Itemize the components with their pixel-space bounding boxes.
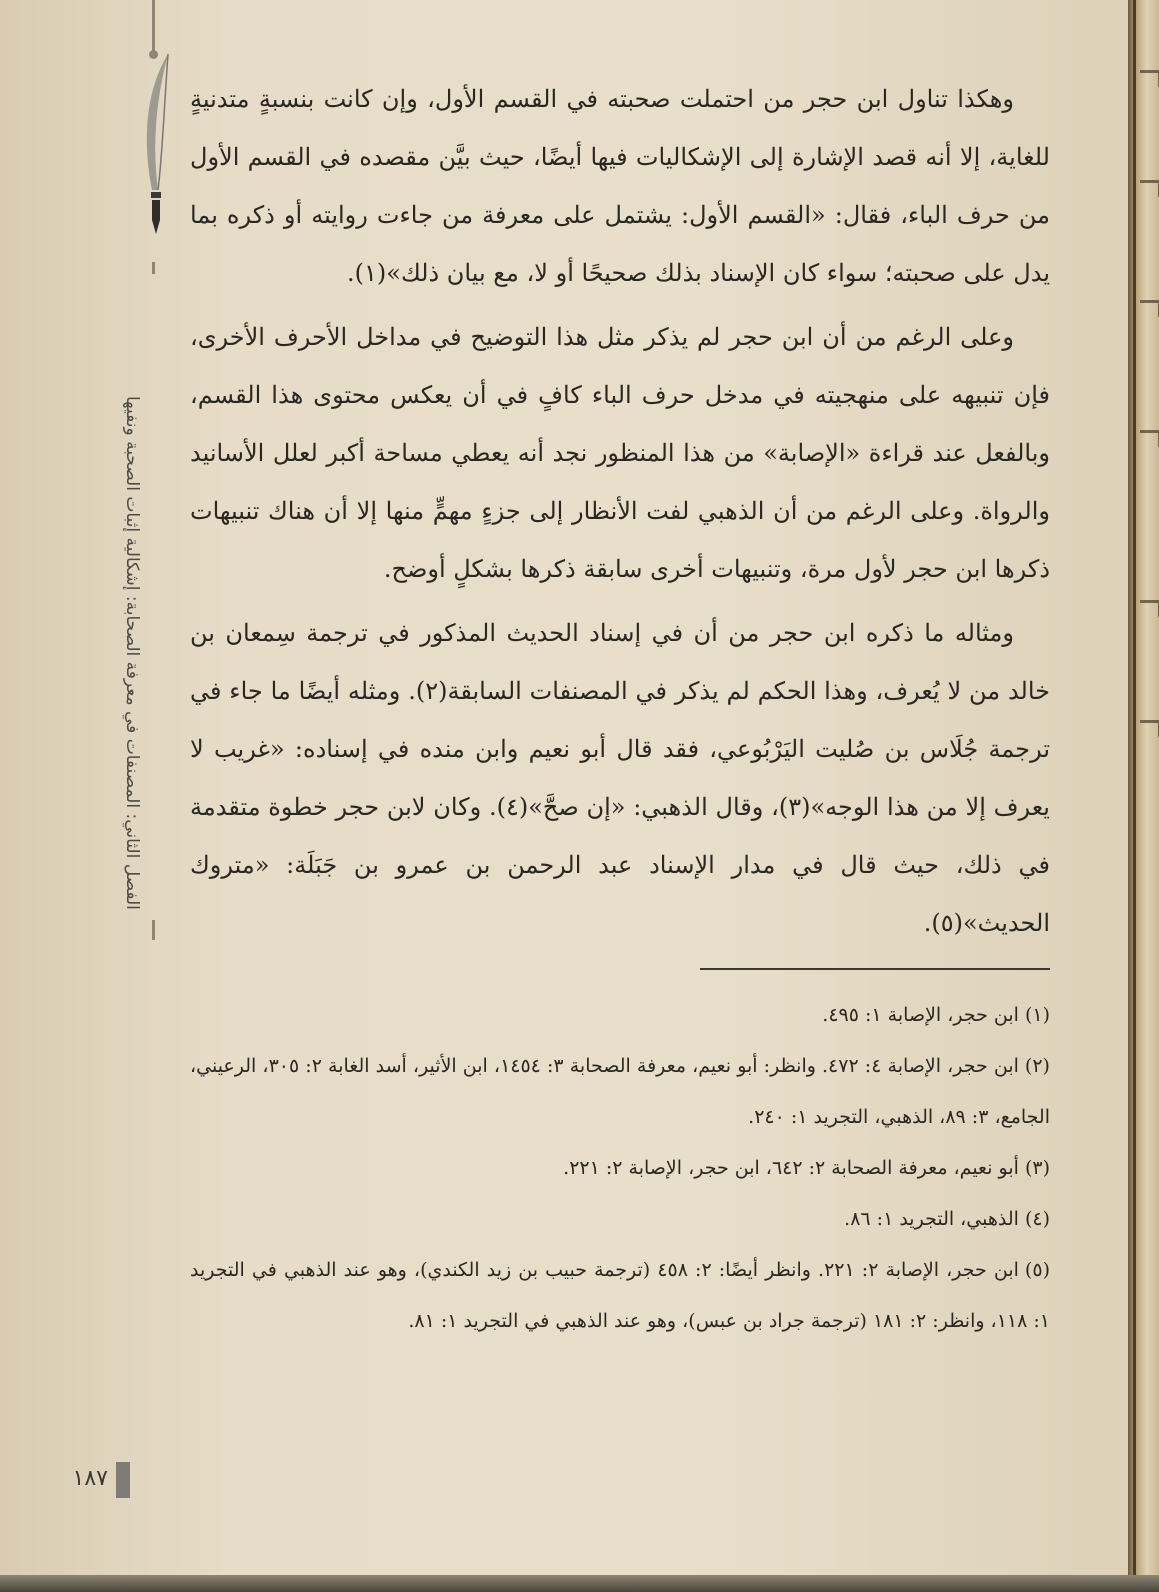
- facing-page-fragment: [1140, 180, 1159, 197]
- footnote-number: (٣): [1024, 1157, 1050, 1179]
- footnote-3: [190, 1143, 1050, 1194]
- paragraph-2: وعلى الرغم من أن ابن حجر لم يذكر مثل هذا التوضيح في مداخل الأحرف الأخرى، فإن تنبيهه على منهجيته في مدخل حرف الباء كافٍ في أن يعكس محتوى هذا القسم، وبالفعل عند قراءة «الإصابة» من هذا المنظور نجد أنه يعطي مساحة أكبر لعلل الأسانيد والرواة. وعلى الرغم من أن الذهبي لفت الأنظار إلى جزءٍ مهمٍّ منها إلا أن هناك تنبيهات ذكرها ابن حجر لأول مرة، وتنبيهات أخرى سابقة ذكرها بشكلٍ أوضح.: [190, 323, 1050, 583]
- page-number: ١٨٧: [72, 1466, 108, 1491]
- side-rule-top: [152, 0, 155, 52]
- footnote-number: (٥): [1024, 1259, 1050, 1281]
- facing-page-fragment: [1140, 430, 1159, 447]
- facing-page-fragment: [1140, 600, 1159, 617]
- footnote-1: [190, 990, 1050, 1041]
- gutter-edge: [1133, 0, 1136, 1592]
- paragraph-3: ومثاله ما ذكره ابن حجر من أن في إسناد الحديث المذكور في ترجمة سِمعان بن خالد من لا يُعرف، وهذا الحكم لم يذكر في المصنفات السابقة(٢). ومثله أيضًا ما جاء في ترجمة جُلَاس بن صُليت اليَرْبُوعي، فقد قال أبو نعيم وابن منده في إسناده: «غريب لا يعرف إلا من هذا الوجه»(٣)، وقال الذهبي: «إن صحَّ»(٤). وكان لابن حجر خطوة متقدمة في ذلك، حيث قال في مدار الإسناد عبد الرحمن بن عمرو بن جَبَلَة: «متروك الحديث»(٥).: [190, 619, 1051, 937]
- page-bottom-edge: [0, 1575, 1159, 1592]
- page-number-marker: [116, 1462, 130, 1498]
- main-text: [190, 70, 1050, 1347]
- footnote-text: ابن حجر، الإصابة ٤: ٤٧٢. وانظر: أبو نعيم، معرفة الصحابة ٣: ١٤٥٤، ابن الأثير، أسد الغابة ٢: ٣٠٥، الرعيني، الجامع، ٣: ٨٩، الذهبي، التجريد ١: ٢٤٠.: [190, 1055, 1050, 1128]
- footnote-number: (١): [1024, 1004, 1050, 1026]
- side-rule-bottom: [152, 920, 155, 940]
- footnote-text: أبو نعيم، معرفة الصحابة ٢: ٦٤٢، ابن حجر، الإصابة ٢: ٢٢١.: [563, 1157, 1019, 1179]
- footnote-text: ابن حجر، الإصابة ١: ٤٩٥.: [822, 1004, 1019, 1026]
- footnotes: [190, 990, 1050, 1347]
- footnote-divider: [700, 968, 1050, 970]
- facing-page-fragment: [1140, 720, 1159, 737]
- footnote-number: (٤): [1024, 1208, 1050, 1230]
- facing-page-fragment: [1140, 300, 1159, 317]
- footnote-text: الذهبي، التجريد ١: ٨٦.: [844, 1208, 1019, 1230]
- footnote-number: (٢): [1024, 1055, 1050, 1077]
- footnote-4: [190, 1194, 1050, 1245]
- quill-icon: [138, 50, 174, 250]
- running-head: الفصل الثاني: المصنفات في معرفة الصحابة: إشكالية إثبات الصحبة ونفيها: [122, 396, 142, 910]
- paragraph-1: وهكذا تناول ابن حجر من احتملت صحبته في القسم الأول، وإن كانت بنسبةٍ متدنيةٍ للغاية، إلا أنه قصد الإشارة إلى الإشكاليات فيها أيضًا، حيث بيَّن مقصده في القسم الأول من حرف الباء، فقال: «القسم الأول: يشتمل على معرفة من جاءت روايته أو ذكره بما يدل على صحبته؛ سواء كان الإسناد بذلك صحيحًا أو لا، مع بيان ذلك»(١).: [190, 85, 1050, 287]
- footnote-5: [190, 1245, 1050, 1347]
- footnote-text: ابن حجر، الإصابة ٢: ٢٢١. وانظر أيضًا: ٢: ٤٥٨ (ترجمة حبيب بن زيد الكندي)، وهو عند الذهبي في التجريد ١: ١١٨، وانظر: ٢: ١٨١ (ترجمة جراد بن عبس)، وهو عند الذهبي في التجريد ١: ٨١.: [190, 1259, 1050, 1332]
- facing-page-fragment: [1140, 70, 1159, 87]
- footnote-2: [190, 1041, 1050, 1143]
- side-rule-middle: [152, 262, 155, 274]
